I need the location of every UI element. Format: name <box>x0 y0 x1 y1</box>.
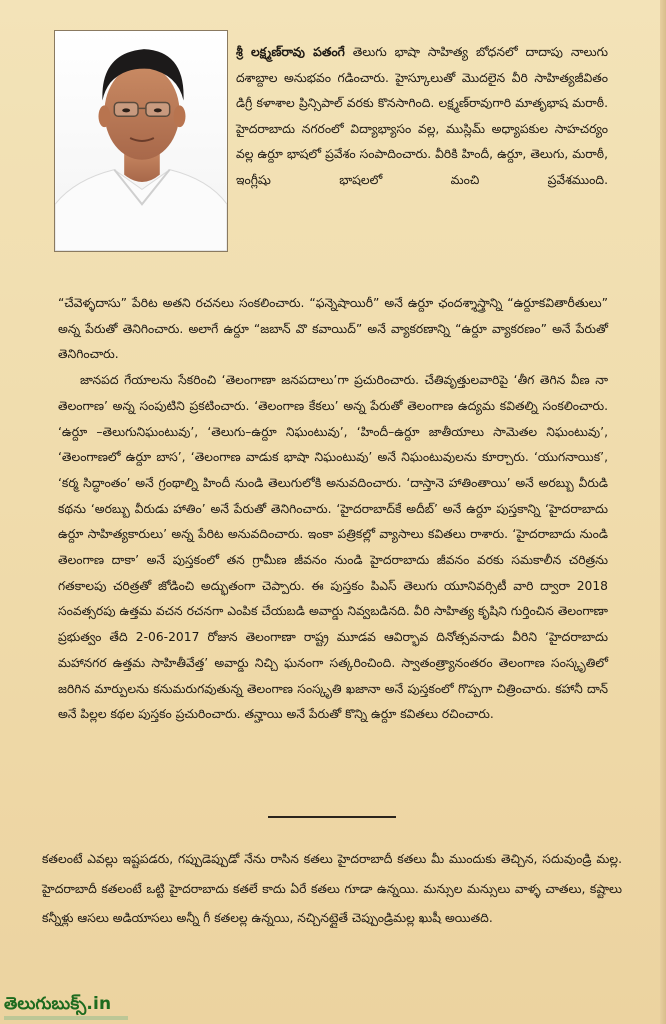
bio-lead-text: తెలుగు భాషా సాహిత్య బోధనలో దాదాపు నాలుగు దశాబ్దాల అనుభవం గడించారు. హైస్కూలుతో మొదలైన వీరి సాహిత్యజీవితం డిగ్రీ కళాశాల ప్రిన్సిపాల్ వరకు కొనసాగింది. లక్ష్మణ్‌రావుగారి మాతృభాష మరాఠీ. హైదరాబాదు నగరంలో విద్యాభ్యాసం వల్ల, ముస్లిమ్ అధ్యాపకుల సాహచర్యం వల్ల ఉర్దూ భాషలో ప్రవేశం సంపాదించారు. వీరికి హిందీ, ఉర్దూ, తెలుగు, మరాఠీ, ఇంగ్లీషు భాషలలో మంచి ప్రవేశముంది. <box>236 45 608 187</box>
author-name: శ్రీ లక్ష్మణ్‌రావు పతంగే <box>236 45 345 59</box>
watermark-reflection <box>4 1016 128 1020</box>
bio-paragraph-1: “చేవెళ్ళదాసు” పేరిట అతని రచనలు సంకలించారు. “ఫన్నెషాయిరీ” అనే ఉర్దూ ఛందశ్శాస్త్రాన్ని “ఉర్దూకవితారీతులు” అన్న పేరుతో తెనిగించారు. అలాగే ఉర్దూ “జబాన్ వొ కవాయిద్” అనే వ్యాకరణాన్ని “ఉర్దూ వ్యాకరణం” అనే పేరుతో తెనిగించారు. <box>58 296 608 362</box>
page-edge <box>660 0 666 1024</box>
site-watermark: తెలుగుబుక్స్.in <box>4 994 112 1014</box>
bio-paragraph-2: జానపద గేయాలను సేకరించి ‘తెలంగాణా జనపదాలు’గా ప్రచురించారు. చేతివృత్తులవారిపై ‘తీగ తెగిన వీణ నా తెలంగాణ’ అన్న సంపుటిని ప్రకటించారు. ‘తెలంగాణ కేకలు’ అన్న పేరుతో తెలంగాణ ఉద్యమ కవితల్ని సంకలించారు. ‘ఉర్దూ –తెలుగునిఘంటువు’, ‘తెలుగు–ఉర్దూ నిఘంటువు’, ‘హిందీ–ఉర్దూ జాతీయాలు సామెతల నిఘంటువు’, ‘తెలంగాణలో ఉర్దూ బాస’, ‘తెలంగాణ వాడుక భాషా నిఘంటువు’ అనే నిఘంటువులను కూర్చారు. ‘యుగనాయిక’, ‘కర్మ సిద్ధాంతం’ అనే గ్రంథాల్ని హిందీ నుండి తెలుగులోకి అనువదించారు. ‘దాస్తానె హాతింతాయి’ అనే అరబ్బు వీరుడి కథను ‘అరబ్బు వీరుడు హాతిం’ అనే పేరుతో తెనిగించారు. ‘హైదరాబాద్‌కే అదీబ్’ అనే ఉర్దూ పుస్తకాన్ని ‘హైదరాబాదు ఉర్దూ సాహిత్యకారులు’ అన్న పేరిట అనువదించారు. ఇంకా పత్రికల్లో వ్యాసాలు కవితలు రాశారు. ‘హైదరాబాదు నుండి తెలంగాణ దాకా’ అనే పుస్తకంలో తన గ్రామీణ జీవనం నుండి హైదరాబాదు జీవనం వరకు సమకాలీన చరిత్రను గతకాలపు చరిత్రతో జోడించి అద్భుతంగా చెప్పారు. ఈ పుస్తకం పిఎస్ తెలుగు యూనివర్సిటీ వారి ద్వారా 2018 సంవత్సరపు ఉత్తమ వచన రచనగా ఎంపిక చేయబడి అవార్డు నివ్వబడినది. వీరి సాహిత్య కృషిని గుర్తించిన తెలంగాణా ప్రభుత్వం తేది 2-06-2017 రోజున తెలంగాణా రాష్ట్ర మూడవ ఆవిర్భావ దినోత్సవనాడు వీరిని ‘హైదరాబాదు మహానగర ఉత్తమ సాహితీవేత్త’ అవార్డు నిచ్చి ఘనంగా సత్కరించింది. స్వాతంత్ర్యానంతరం తెలంగాణ సంస్కృతిలో జరిగిన మార్పులను కనుమరుగవుతున్న తెలంగాణ సంస్కృతి ఖజానా అనే పుస్తకంలో గొప్పగా చిత్రించారు. కహానీ దాన్ అనే పిల్లల కథల పుస్తకం ప్రచురించారు. తన్హాయి అనే పేరుతో కొన్ని ఉర్దూ కవితలు రచించారు. <box>58 373 608 722</box>
bio-body <box>58 291 608 728</box>
author-note: కతలంటే ఎవల్లు ఇష్టపడరు, గప్పుడెప్పుడో నేను రాసిన కతలు హైదరాబాదీ కతలు మీ ముందుకు తెచ్చిన, సదువుండ్రి మల్ల. హైదరాబాదీ కతలంటే ఒట్టి హైదరాబాదు కతలే కాదు ఏరే కతలు గూడా ఉన్నయి. మన్సుల మన్సులు వాళ్ళ చాతలు, కష్టాలు కన్నీళ్లు ఆసలు అడియాసలు అన్నీ గీ కతలల్ల ఉన్నయి, నచ్చినట్లైతే చెప్పుండ్రిమల్ల ఖుషీ అయితది. <box>42 852 622 925</box>
author-portrait-image <box>55 31 227 251</box>
section-divider <box>268 816 396 818</box>
bio-lead-paragraph <box>236 40 608 193</box>
author-photo <box>54 30 228 252</box>
